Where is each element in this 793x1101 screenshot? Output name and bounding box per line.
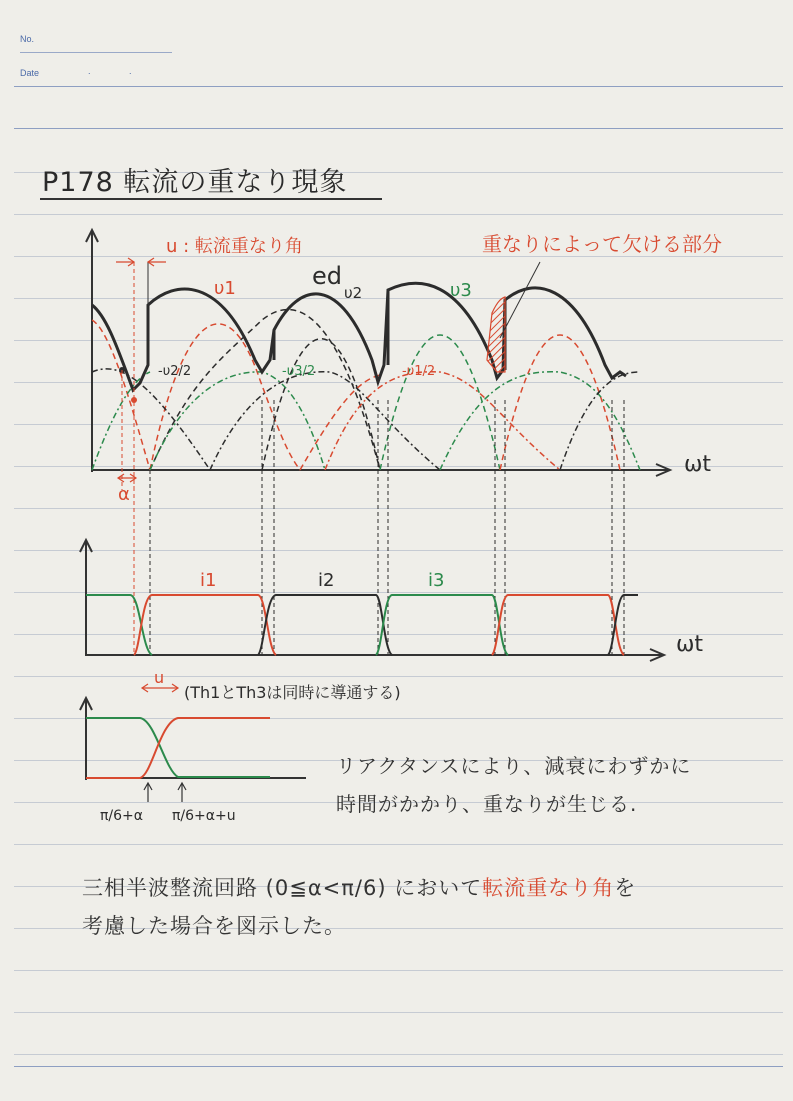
- missing-part-label: 重なりによって欠ける部分: [482, 232, 722, 256]
- v1-label: υ1: [214, 278, 236, 299]
- tick-label-alpha-u: π/6+α+u: [172, 808, 236, 824]
- summary-line-1-a: 三相半波整流回路 (0≦α<π/6) において: [82, 876, 483, 900]
- half-v3-label: -υ3/2: [282, 364, 316, 379]
- summary-line-1-b: 転流重なり角: [482, 876, 615, 900]
- chart2-axis-label: ωt: [676, 632, 704, 657]
- no-label: No.: [20, 34, 35, 44]
- date-label: Date: [20, 68, 40, 78]
- i1-label: i1: [200, 570, 217, 591]
- chart-connectors: [134, 400, 624, 655]
- chart3-axes: [80, 698, 306, 780]
- half-v2-label: -υ2/2: [158, 364, 192, 379]
- half-v1-label: -υ1/2: [402, 364, 436, 379]
- chart1-axis-label: ωt: [684, 452, 712, 477]
- commutation-detail: [86, 718, 270, 778]
- simultaneous-conduction-note: (Th1とTh3は同時に導通する): [184, 683, 401, 702]
- v2-label: υ2: [344, 284, 363, 302]
- summary-line-1-c: を: [614, 876, 637, 900]
- u-label: u: [154, 668, 165, 687]
- summary-line-2: 考慮した場合を図示した。: [82, 914, 346, 938]
- current-waveforms: [86, 595, 638, 655]
- tick-arrows: [144, 783, 186, 802]
- overlap-angle-label: u : 転流重なり角: [166, 236, 303, 257]
- date-dots: . .: [88, 66, 150, 76]
- ed-label: ed: [312, 262, 342, 290]
- explanation-line-1: リアクタンスにより、減衰にわずかに: [336, 754, 692, 778]
- summary-line-1: [82, 872, 636, 902]
- i3-label: i3: [428, 570, 445, 591]
- explanation-line-2: 時間がかかり、重なりが生じる.: [336, 792, 638, 816]
- ed-jumps: [148, 290, 505, 370]
- chart1-phase-curves: [92, 310, 640, 470]
- chart2-axes: [80, 540, 664, 661]
- page-title: P178 転流の重なり現象: [42, 167, 348, 198]
- alpha-label: α: [118, 484, 130, 505]
- v3-label: υ3: [450, 280, 472, 301]
- i2-label: i2: [318, 570, 335, 591]
- tick-label-alpha: π/6+α: [100, 808, 144, 824]
